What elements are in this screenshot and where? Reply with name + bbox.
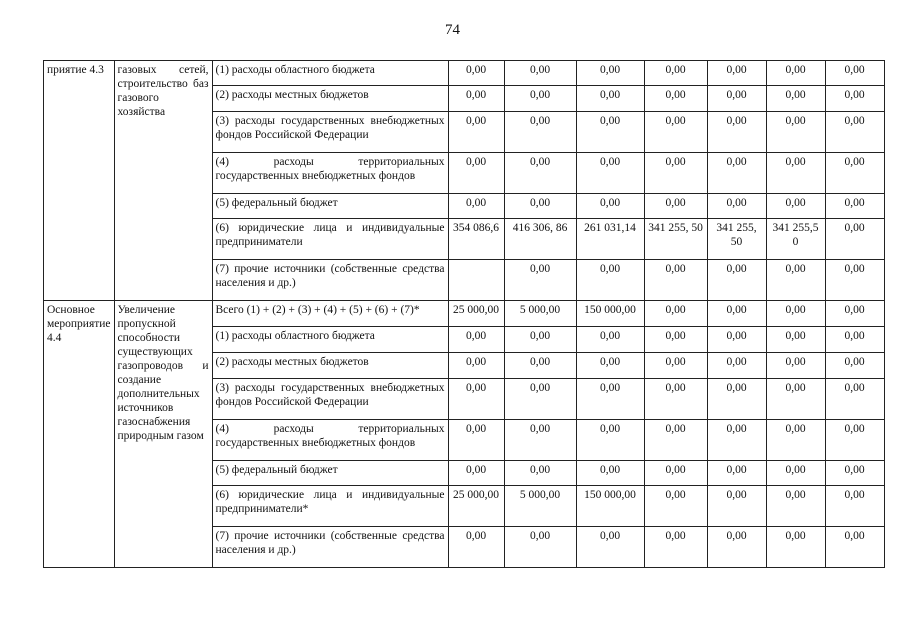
measure-label: Основное мероприятие 4.4 <box>44 301 115 568</box>
amount-cell: 25 000,00 <box>448 301 504 327</box>
page-number: 74 <box>445 22 460 38</box>
funding-source-label: (4) расходы территориальных государственных внебюджетных фондов <box>212 420 448 461</box>
measure-label: приятие 4.3 <box>44 61 115 301</box>
amount-cell: 0,00 <box>644 327 707 353</box>
funding-source-label: (3) расходы государственных внебюджетных фондов Российской Федерации <box>212 379 448 420</box>
amount-cell: 0,00 <box>576 327 644 353</box>
amount-cell: 0,00 <box>504 379 576 420</box>
amount-cell: 0,00 <box>825 153 884 194</box>
amount-cell: 0,00 <box>825 260 884 301</box>
amount-cell: 0,00 <box>825 420 884 461</box>
amount-cell: 0,00 <box>448 379 504 420</box>
amount-cell: 0,00 <box>448 353 504 379</box>
amount-cell: 0,00 <box>766 194 825 219</box>
amount-cell: 0,00 <box>504 260 576 301</box>
amount-cell: 0,00 <box>644 112 707 153</box>
funding-source-label: (7) прочие источники (собственные средства населения и др.) <box>212 260 448 301</box>
amount-cell: 0,00 <box>825 61 884 86</box>
amount-cell: 0,00 <box>825 301 884 327</box>
amount-cell: 0,00 <box>825 219 884 260</box>
amount-cell: 0,00 <box>504 527 576 568</box>
measure-description: газовых сетей, строительство баз газового хозяйства <box>114 61 212 301</box>
amount-cell: 0,00 <box>576 194 644 219</box>
amount-cell: 0,00 <box>644 194 707 219</box>
amount-cell: 0,00 <box>707 486 766 527</box>
amount-cell: 0,00 <box>766 461 825 486</box>
amount-cell: 0,00 <box>766 327 825 353</box>
amount-cell: 354 086,6 <box>448 219 504 260</box>
amount-cell: 5 000,00 <box>504 486 576 527</box>
amount-cell: 0,00 <box>644 527 707 568</box>
amount-cell: 0,00 <box>644 486 707 527</box>
amount-cell: 0,00 <box>707 353 766 379</box>
funding-source-label: (2) расходы местных бюджетов <box>212 86 448 112</box>
table-row <box>44 61 885 86</box>
amount-cell: 0,00 <box>504 194 576 219</box>
amount-cell: 0,00 <box>707 527 766 568</box>
amount-cell: 0,00 <box>448 527 504 568</box>
amount-cell: 0,00 <box>448 86 504 112</box>
amount-cell: 0,00 <box>766 301 825 327</box>
amount-cell: 0,00 <box>707 153 766 194</box>
funding-source-label: (5) федеральный бюджет <box>212 194 448 219</box>
amount-cell: 341 255, 50 <box>644 219 707 260</box>
amount-cell: 0,00 <box>644 260 707 301</box>
amount-cell: 0,00 <box>644 61 707 86</box>
amount-cell: 0,00 <box>825 86 884 112</box>
table-row <box>44 301 885 327</box>
amount-cell: 0,00 <box>644 353 707 379</box>
amount-cell: 0,00 <box>576 379 644 420</box>
funding-source-label: (1) расходы областного бюджета <box>212 327 448 353</box>
amount-cell: 0,00 <box>576 353 644 379</box>
amount-cell: 0,00 <box>766 86 825 112</box>
amount-cell: 0,00 <box>766 112 825 153</box>
amount-cell: 0,00 <box>766 379 825 420</box>
amount-cell: 0,00 <box>766 353 825 379</box>
measure-description: Увеличение пропускной способности существующих газопроводов и создание дополнительных источников газоснабжения природным газом <box>114 301 212 568</box>
amount-cell: 0,00 <box>707 379 766 420</box>
amount-cell: 0,00 <box>504 86 576 112</box>
amount-cell: 0,00 <box>448 327 504 353</box>
amount-cell: 0,00 <box>825 379 884 420</box>
funding-source-label: (5) федеральный бюджет <box>212 461 448 486</box>
amount-cell: 0,00 <box>504 461 576 486</box>
amount-cell: 0,00 <box>825 486 884 527</box>
amount-cell: 0,00 <box>504 61 576 86</box>
amount-cell: 0,00 <box>766 527 825 568</box>
amount-cell <box>448 260 504 301</box>
amount-cell: 0,00 <box>707 194 766 219</box>
amount-cell: 0,00 <box>825 327 884 353</box>
table-body <box>44 61 885 568</box>
amount-cell: 0,00 <box>504 420 576 461</box>
amount-cell: 0,00 <box>644 461 707 486</box>
amount-cell: 0,00 <box>448 420 504 461</box>
amount-cell: 0,00 <box>576 112 644 153</box>
funding-source-label: (6) юридические лица и индивидуальные предприниматели <box>212 219 448 260</box>
amount-cell: 0,00 <box>707 420 766 461</box>
amount-cell: 0,00 <box>576 260 644 301</box>
amount-cell: 0,00 <box>707 86 766 112</box>
amount-cell: 0,00 <box>766 61 825 86</box>
amount-cell: 0,00 <box>766 153 825 194</box>
amount-cell: 0,00 <box>576 61 644 86</box>
funding-source-label: (2) расходы местных бюджетов <box>212 353 448 379</box>
amount-cell: 0,00 <box>766 260 825 301</box>
funding-source-label: (1) расходы областного бюджета <box>212 61 448 86</box>
amount-cell: 0,00 <box>825 353 884 379</box>
amount-cell: 341 255, 50 <box>707 219 766 260</box>
amount-cell: 0,00 <box>825 527 884 568</box>
amount-cell: 0,00 <box>707 112 766 153</box>
amount-cell: 0,00 <box>644 301 707 327</box>
amount-cell: 0,00 <box>644 420 707 461</box>
amount-cell: 0,00 <box>576 527 644 568</box>
amount-cell: 0,00 <box>448 61 504 86</box>
amount-cell: 0,00 <box>825 461 884 486</box>
funding-source-label: (7) прочие источники (собственные средства населения и др.) <box>212 527 448 568</box>
amount-cell: 0,00 <box>576 420 644 461</box>
funding-source-label: (3) расходы государственных внебюджетных фондов Российской Федерации <box>212 112 448 153</box>
amount-cell: 0,00 <box>644 153 707 194</box>
funding-source-label: Всего (1) + (2) + (3) + (4) + (5) + (6) + (7)* <box>212 301 448 327</box>
amount-cell: 0,00 <box>504 153 576 194</box>
amount-cell: 0,00 <box>825 112 884 153</box>
amount-cell: 0,00 <box>766 420 825 461</box>
funding-source-label: (6) юридические лица и индивидуальные предприниматели* <box>212 486 448 527</box>
amount-cell: 0,00 <box>576 461 644 486</box>
amount-cell: 150 000,00 <box>576 486 644 527</box>
amount-cell: 341 255,5 0 <box>766 219 825 260</box>
amount-cell: 0,00 <box>707 260 766 301</box>
amount-cell: 150 000,00 <box>576 301 644 327</box>
amount-cell: 0,00 <box>576 86 644 112</box>
amount-cell: 0,00 <box>504 112 576 153</box>
amount-cell: 0,00 <box>707 61 766 86</box>
amount-cell: 0,00 <box>448 194 504 219</box>
amount-cell: 0,00 <box>644 379 707 420</box>
amount-cell: 0,00 <box>504 327 576 353</box>
amount-cell: 0,00 <box>448 461 504 486</box>
amount-cell: 0,00 <box>576 153 644 194</box>
amount-cell: 0,00 <box>766 486 825 527</box>
amount-cell: 0,00 <box>825 194 884 219</box>
amount-cell: 25 000,00 <box>448 486 504 527</box>
amount-cell: 5 000,00 <box>504 301 576 327</box>
amount-cell: 0,00 <box>504 353 576 379</box>
amount-cell: 416 306, 86 <box>504 219 576 260</box>
amount-cell: 0,00 <box>448 153 504 194</box>
amount-cell: 261 031,14 <box>576 219 644 260</box>
amount-cell: 0,00 <box>707 461 766 486</box>
amount-cell: 0,00 <box>448 112 504 153</box>
amount-cell: 0,00 <box>644 86 707 112</box>
amount-cell: 0,00 <box>707 301 766 327</box>
funding-source-label: (4) расходы территориальных государственных внебюджетных фондов <box>212 153 448 194</box>
funding-table <box>43 60 885 568</box>
amount-cell: 0,00 <box>707 327 766 353</box>
